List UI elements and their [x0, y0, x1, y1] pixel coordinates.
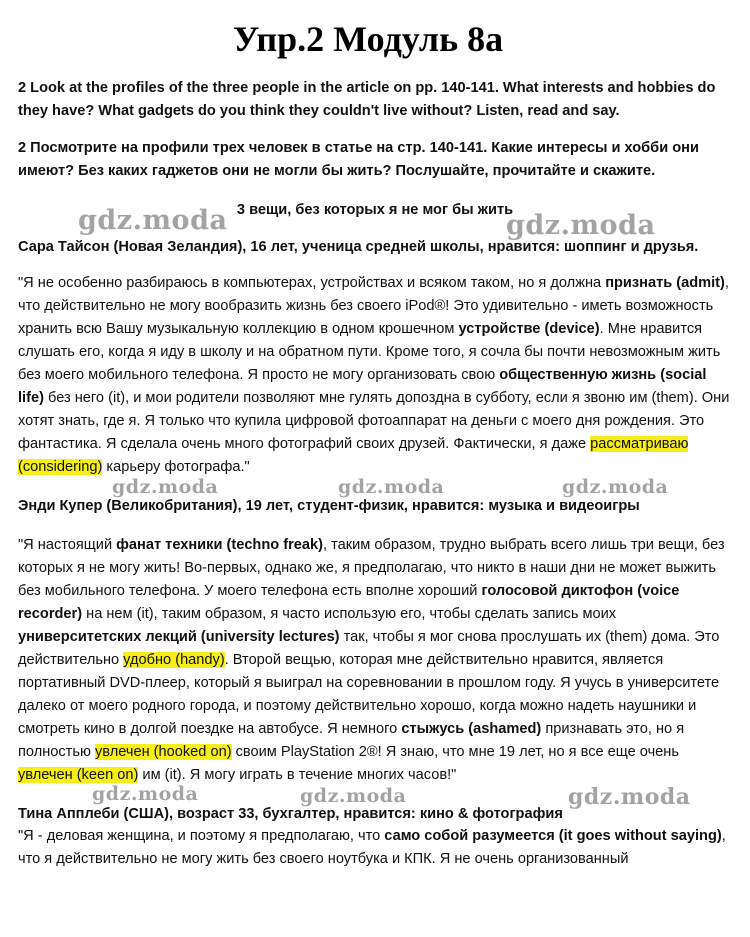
- watermark: gdz.moda: [562, 476, 669, 498]
- andy-quote: [18, 534, 732, 787]
- keyword-techno-freak: фанат техники (techno freak): [116, 537, 323, 553]
- text-run: своим PlayStation 2®! Я знаю, что мне 19 лет, но я все еще очень: [231, 744, 679, 760]
- text-run: признавать это, но я полностью: [18, 721, 685, 760]
- keyword-social-life: общественную жизнь (social life): [18, 367, 707, 406]
- keyword-ashamed: стыжусь (ashamed): [401, 721, 542, 737]
- text-run: "Я не особенно разбираюсь в компьютерах, устройствах и всяком таком, но я должна: [18, 275, 606, 291]
- watermark: gdz.moda: [506, 210, 656, 241]
- text-run: им (it). Я могу играть в течение многих часов!": [138, 767, 457, 783]
- watermark: gdz.moda: [112, 476, 219, 498]
- highlight-keen-on: увлечен (keen on): [18, 767, 139, 783]
- tina-profile-header: Тина Апплеби (США), возраст 33, бухгалтер, нравится: кино & фотография: [18, 806, 563, 822]
- keyword-device: устройстве (device): [458, 321, 600, 337]
- text-run: . Мне нравится слушать его, когда я иду в школу и на обратном пути. Кроме того, я сочла бы почти невозможным жить без моего мобильного телефона. Я просто не могу организовать свою: [18, 321, 721, 383]
- highlight-hooked-on: увлечен (hooked on): [94, 744, 232, 760]
- keyword-admit: признать (admit): [605, 275, 725, 291]
- task-english: 2 Look at the profiles of the three people in the article on pp. 140-141. What interests and hobbies do they have? What gadgets do you think they couldn't live without? Listen, read and say.: [18, 80, 716, 119]
- keyword-university-lectures: университетских лекций (university lectures): [18, 629, 340, 645]
- page-title: Упр.2 Модуль 8а: [232, 19, 504, 59]
- watermark: gdz.moda: [92, 783, 199, 805]
- sara-profile-header: Сара Тайсон (Новая Зеландия), 16 лет, ученица средней школы, нравится: шоппинг и друзья.: [18, 239, 699, 255]
- watermark: gdz.moda: [78, 205, 228, 236]
- watermark: gdz.moda: [568, 784, 691, 810]
- text-run: "Я - деловая женщина, и поэтому я предполагаю, что: [18, 828, 385, 844]
- tina-quote: [18, 825, 732, 871]
- article-title: 3 вещи, без которых я не мог бы жить: [236, 202, 514, 218]
- watermark: gdz.moda: [300, 785, 407, 807]
- watermark: gdz.moda: [338, 476, 445, 498]
- text-run: , что действительно не могу вообразить жизнь без своего iPod®! Это удивительно - иметь возможность хранить всю Вашу музыкальную коллекцию в одном крошечном: [18, 275, 729, 337]
- andy-profile-header: Энди Купер (Великобритания), 19 лет, студент-физик, нравится: музыка и видеоигры: [18, 498, 640, 514]
- text-run: карьеру фотографа.": [102, 459, 250, 475]
- keyword-it-goes-without-saying: само собой разумеется (it goes without saying): [384, 828, 722, 844]
- text-run: без него (it), и мои родители позволяют мне гулять допоздна в субботу, если я звоню им (them). Они хотят знать, где я. Я только что купила цифровой фотоаппарат на деньги с моего дня рождения. Это фантастика. Я сделала очень много фотографий своих друзей. Фактически, я даже: [18, 390, 730, 452]
- text-run: на нем (it), таким образом, я часто использую его, чтобы сделать запись моих: [82, 606, 617, 622]
- text-run: так, чтобы я мог снова прослушать их (them) дома. Это действительно: [18, 629, 720, 668]
- text-run: . Второй вещью, которая мне действительно нравится, является портативный DVD-плеер, который я выиграл на соревновании в прошлом году. Я учусь в университете далеко от моего родного города, и поэтому действительно хорошо, когда можно надеть наушники и смотреть кино в долгой поездке на автобусе. Я немного: [18, 652, 720, 737]
- highlight-handy: удобно (handy): [123, 652, 225, 668]
- sara-quote: [18, 272, 732, 479]
- text-run: , таким образом, трудно выбрать всего лишь три вещи, без которых я не могу жить! Во-первых, однако же, я предполагаю, что никто в наши дни не может выжить без мобильного телефона. У моего телефона есть вполне хороший: [18, 537, 725, 599]
- task-russian: 2 Посмотрите на профили трех человек в статье на стр. 140-141. Какие интересы и хобби они имеют? Без каких гаджетов они не могли бы жить? Послушайте, прочитайте и скажите.: [18, 140, 699, 179]
- text-run: "Я настоящий: [18, 537, 117, 553]
- keyword-voice-recorder: голосовой диктофон (voice recorder): [18, 583, 680, 622]
- text-run: , что я действительно не могу жить без своего ноутбука и КПК. Я не очень организованный: [18, 828, 726, 867]
- highlight-considering: рассматриваю (considering): [18, 436, 689, 475]
